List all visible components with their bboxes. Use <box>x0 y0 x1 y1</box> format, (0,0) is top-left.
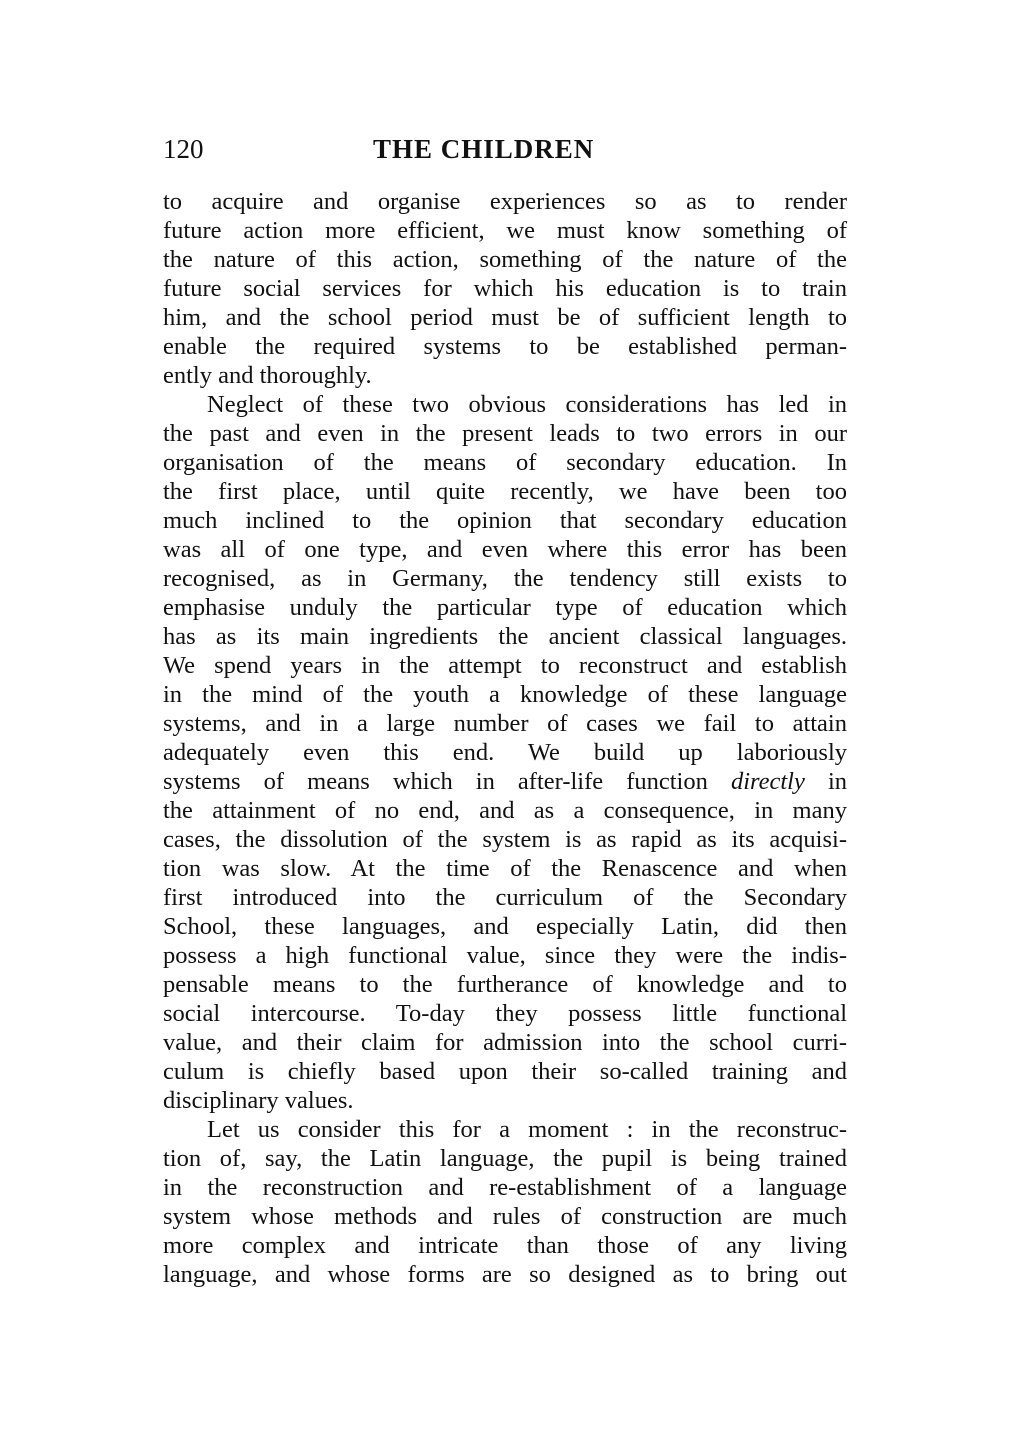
text-line: the attainment of no end, and as a consequence, in many <box>163 797 847 824</box>
text-line: the nature of this action, something of the nature of the <box>163 246 847 273</box>
text-line-with-emphasis <box>163 767 847 796</box>
text-line: cases, the dissolution of the system is as rapid as its acquisi- <box>163 826 847 853</box>
text-line: much inclined to the opinion that secondary education <box>163 507 847 534</box>
text-line: in the mind of the youth a knowledge of these language <box>163 681 847 708</box>
text-line: We spend years in the attempt to reconstruct and establish <box>163 652 847 679</box>
text-line: more complex and intricate than those of any living <box>163 1232 847 1259</box>
text-line: Let us consider this for a moment : in the reconstruc- <box>207 1116 847 1143</box>
text-line: emphasise unduly the particular type of education which <box>163 594 847 621</box>
text-fragment: in <box>804 768 847 795</box>
text-line: tion of, say, the Latin language, the pupil is being trained <box>163 1145 847 1172</box>
text-line: has as its main ingredients the ancient classical languages. <box>163 623 847 650</box>
text-line: future social services for which his education is to train <box>163 275 847 302</box>
text-line: pensable means to the furtherance of knowledge and to <box>163 971 847 998</box>
text-line: in the reconstruction and re-establishment of a language <box>163 1174 847 1201</box>
text-line: Neglect of these two obvious considerations has led in <box>207 391 847 418</box>
text-line: systems, and in a large number of cases we fail to attain <box>163 710 847 737</box>
text-line: language, and whose forms are so designed as to bring out <box>163 1261 847 1288</box>
text-line: to acquire and organise experiences so as to render <box>163 188 847 215</box>
text-line: ently and thoroughly. <box>163 362 372 389</box>
page-number: 120 <box>163 134 204 164</box>
text-line: him, and the school period must be of sufficient length to <box>163 304 847 331</box>
text-line: disciplinary values. <box>163 1087 354 1114</box>
body-text <box>163 187 847 1289</box>
text-line: possess a high functional value, since they were the indis- <box>163 942 847 969</box>
text-line: tion was slow. At the time of the Renascence and when <box>163 855 847 882</box>
text-line: adequately even this end. We build up laboriously <box>163 739 847 766</box>
text-line: was all of one type, and even where this error has been <box>163 536 847 563</box>
emphasis-word: directly <box>730 768 805 795</box>
text-line: culum is chiefly based upon their so-called training and <box>163 1058 847 1085</box>
text-line: first introduced into the curriculum of the Secondary <box>163 884 847 911</box>
text-line: the past and even in the present leads to two errors in our <box>163 420 847 447</box>
text-line: value, and their claim for admission into the school curri- <box>163 1029 847 1056</box>
text-line: School, these languages, and especially Latin, did then <box>163 913 847 940</box>
running-title: THE CHILDREN <box>373 134 595 164</box>
text-line: social intercourse. To-day they possess little functional <box>163 1000 847 1027</box>
text-line: system whose methods and rules of construction are much <box>163 1203 847 1230</box>
text-fragment: systems of means which in after-life function <box>163 768 731 795</box>
text-line: organisation of the means of secondary education. In <box>163 449 847 476</box>
text-line: recognised, as in Germany, the tendency still exists to <box>163 565 847 592</box>
running-head <box>163 132 847 166</box>
text-line: the first place, until quite recently, we have been too <box>163 478 847 505</box>
text-line: future action more efficient, we must know something of <box>163 217 847 244</box>
text-line: enable the required systems to be established perman- <box>163 333 847 360</box>
